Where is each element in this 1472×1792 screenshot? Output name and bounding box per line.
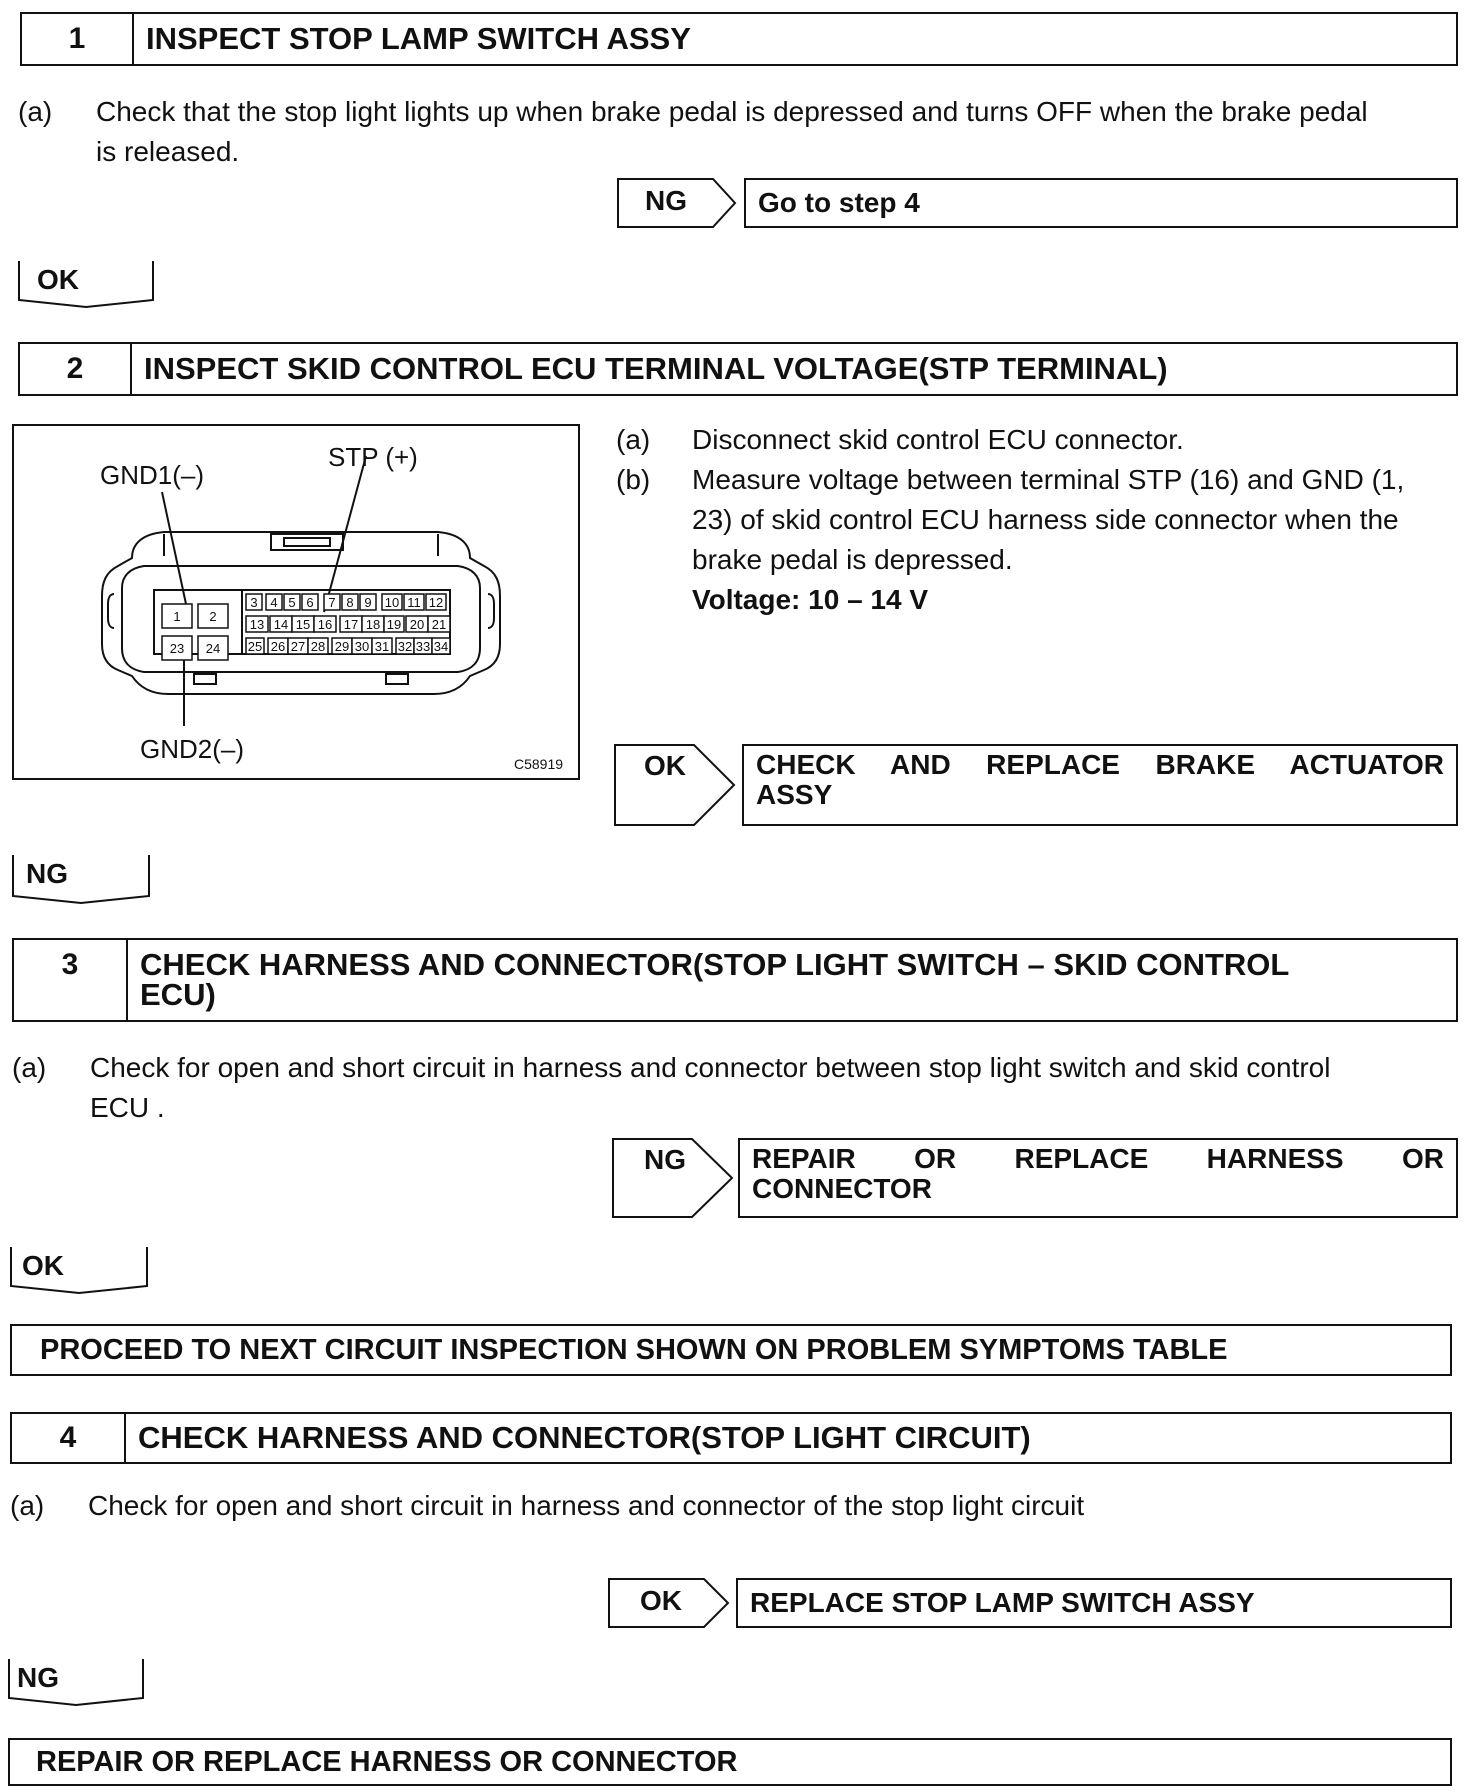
svg-text:9: 9 [364, 595, 372, 610]
svg-text:7: 7 [328, 595, 336, 610]
svg-text:33: 33 [415, 639, 431, 654]
result-line-2: ASSY [756, 779, 833, 810]
step-number: 2 [20, 344, 132, 394]
step-title-line-2: ECU) [140, 977, 216, 1012]
step-1-header [20, 12, 1458, 66]
result-text: Go to step 4 [758, 187, 920, 218]
ng-tag-label: NG [644, 1144, 686, 1175]
step-number: 3 [14, 940, 128, 1020]
instruction-line-1: Check that the stop light lights up when brake pedal is depressed and turns OFF when the brake pedal [96, 96, 1368, 127]
result-text: REPLACE STOP LAMP SWITCH ASSY [750, 1587, 1255, 1618]
ng-tag[interactable] [617, 178, 737, 228]
final-action-box [8, 1738, 1452, 1786]
svg-text:15: 15 [295, 617, 311, 632]
step-2-instruction-a [616, 420, 1458, 460]
step-1-instruction [18, 92, 1458, 172]
svg-text:16: 16 [317, 617, 333, 632]
instruction-line-2: 23) of skid control ECU harness side connector when the [692, 504, 1399, 535]
item-label: (a) [12, 1052, 47, 1083]
step-title: INSPECT SKID CONTROL ECU TERMINAL VOLTAGE(STP TERMINAL) [144, 351, 1168, 386]
ng-tag-label: NG [17, 1662, 59, 1693]
svg-text:11: 11 [407, 595, 421, 610]
step-4-header [10, 1412, 1452, 1464]
svg-text:21: 21 [431, 617, 447, 632]
svg-text:23: 23 [169, 641, 185, 656]
connector-figure [12, 424, 580, 780]
instruction-text: Check for open and short circuit in harness and connector of the stop light circuit [88, 1490, 1085, 1521]
step-3-instruction [12, 1048, 1458, 1128]
item-label: (a) [18, 96, 53, 127]
ok-tag-label: OK [644, 750, 686, 781]
step-title-line-1: CHECK HARNESS AND CONNECTOR(STOP LIGHT SWITCH – SKID CONTROL [140, 947, 1290, 982]
ok-down-tag[interactable] [18, 260, 154, 308]
instruction-line-3: brake pedal is depressed. [692, 544, 1013, 575]
svg-text:5: 5 [288, 595, 296, 610]
ok-tag-label: OK [37, 264, 79, 295]
svg-text:4: 4 [270, 595, 278, 610]
svg-text:26: 26 [270, 639, 286, 654]
ok-tag-label: OK [640, 1585, 682, 1616]
svg-text:29: 29 [334, 639, 350, 654]
svg-text:19: 19 [386, 617, 402, 632]
terminal-2: 2 [209, 609, 217, 624]
step-title [128, 940, 1301, 1020]
svg-text:14: 14 [273, 617, 289, 632]
ok-down-tag[interactable] [10, 1246, 148, 1294]
result-go-to-step-4 [744, 178, 1458, 228]
svg-text:8: 8 [346, 595, 354, 610]
ok-tag-label: OK [22, 1250, 64, 1281]
step-3-header [12, 938, 1458, 1022]
item-label: (b) [616, 464, 651, 495]
item-label: (a) [10, 1490, 45, 1521]
final-action-text: REPAIR OR REPLACE HARNESS OR CONNECTOR [36, 1745, 738, 1778]
step-2-header [18, 342, 1458, 396]
result-replace-brake-actuator [742, 744, 1458, 826]
ng-tag-label: NG [26, 858, 68, 889]
voltage-spec: Voltage: 10 – 14 V [692, 584, 929, 615]
result-repair-harness [738, 1138, 1458, 1218]
step-4-instruction [10, 1486, 1452, 1526]
svg-text:27: 27 [290, 639, 306, 654]
instruction-line-1: Check for open and short circuit in harness and connector between stop light switch and skid control [90, 1052, 1331, 1083]
gnd1-label: GND1(–) [100, 460, 205, 490]
ok-tag[interactable] [614, 744, 736, 826]
svg-text:13: 13 [249, 617, 265, 632]
ng-down-tag[interactable] [12, 854, 150, 904]
step-number: 1 [22, 14, 134, 64]
step-2-instruction-b [616, 460, 1458, 622]
ng-down-tag[interactable] [8, 1658, 144, 1706]
stp-label: STP (+) [328, 442, 418, 472]
result-line-1: CHECK AND REPLACE BRAKE ACTUATOR [756, 749, 1444, 780]
instruction-text: Disconnect skid control ECU connector. [692, 424, 1184, 455]
svg-text:32: 32 [397, 639, 413, 654]
svg-text:3: 3 [250, 595, 258, 610]
instruction-line-1: Measure voltage between terminal STP (16) and GND (1, [692, 464, 1405, 495]
svg-text:6: 6 [306, 595, 314, 610]
svg-text:18: 18 [365, 617, 381, 632]
step-number: 4 [12, 1414, 126, 1462]
result-replace-stop-lamp-switch [736, 1578, 1452, 1628]
result-line-1: REPAIR OR REPLACE HARNESS OR [752, 1143, 1444, 1174]
gnd2-label: GND2(–) [140, 734, 245, 764]
proceed-box [10, 1324, 1452, 1376]
svg-text:34: 34 [433, 639, 449, 654]
svg-text:25: 25 [247, 639, 263, 654]
svg-text:30: 30 [354, 639, 370, 654]
svg-text:31: 31 [374, 639, 390, 654]
proceed-text: PROCEED TO NEXT CIRCUIT INSPECTION SHOWN ON PROBLEM SYMPTOMS TABLE [40, 1333, 1228, 1366]
svg-text:28: 28 [310, 639, 326, 654]
ng-tag-label: NG [645, 185, 687, 216]
step-title: CHECK HARNESS AND CONNECTOR(STOP LIGHT CIRCUIT) [138, 1420, 1031, 1455]
svg-text:17: 17 [343, 617, 359, 632]
item-label: (a) [616, 424, 651, 455]
ok-tag[interactable] [608, 1578, 730, 1628]
result-line-2: CONNECTOR [752, 1173, 932, 1204]
svg-text:20: 20 [409, 617, 425, 632]
svg-text:10: 10 [384, 595, 400, 610]
figure-code: C58919 [514, 756, 564, 772]
ng-tag[interactable] [612, 1138, 734, 1218]
terminal-1: 1 [173, 609, 181, 624]
instruction-line-2: ECU . [90, 1092, 165, 1123]
svg-text:24: 24 [205, 641, 221, 656]
step-title: INSPECT STOP LAMP SWITCH ASSY [146, 21, 691, 56]
instruction-line-2: is released. [96, 136, 240, 167]
svg-text:12: 12 [428, 595, 444, 610]
